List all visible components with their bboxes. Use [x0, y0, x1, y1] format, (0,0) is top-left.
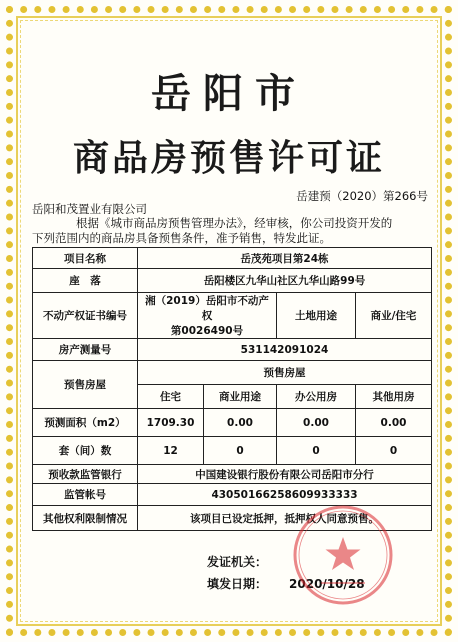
area-other: 0.00: [356, 409, 432, 437]
approval-line-1: 根据《城市商品房预售管理办法》，经审核，你公司投资开发的: [76, 216, 393, 230]
units-label: 套（间）数: [33, 437, 138, 465]
land-use-value: 商业/住宅: [356, 293, 432, 339]
area-commercial: 0.00: [204, 409, 277, 437]
units-commercial: 0: [204, 437, 277, 465]
company-name: 岳阳和茂置业有限公司: [32, 202, 147, 216]
presale-header: 预售房屋: [138, 361, 432, 385]
issuer-label: 发证机关：: [207, 555, 268, 569]
city-title: 岳阳市: [151, 71, 307, 117]
project-name-value: 岳茂苑项目第24栋: [138, 248, 432, 269]
land-use-label: 土地用途: [277, 293, 356, 339]
project-name-label: 项目名称: [33, 248, 138, 269]
table-row: [33, 409, 432, 437]
location-label: 座 落: [33, 269, 138, 293]
account-label: 监管帐号: [33, 484, 138, 506]
survey-number-label: 房产测量号: [33, 339, 138, 361]
issue-date-label: 填发日期：: [207, 577, 268, 591]
cert-number-value: [138, 293, 277, 339]
cert-number-label: 不动产权证书编号: [33, 293, 138, 339]
account-value: 43050166258609933333: [138, 484, 432, 506]
units-other: 0: [356, 437, 432, 465]
official-seal-stamp: [291, 503, 395, 607]
presale-label: 预售房屋: [33, 361, 138, 409]
approval-paragraph: [32, 216, 432, 246]
col-other: 其他用房: [356, 385, 432, 409]
issuing-authority: [207, 553, 267, 570]
table-row: [33, 361, 432, 385]
col-commercial: 商业用途: [204, 385, 277, 409]
survey-number-value: 531142091024: [138, 339, 432, 361]
other-rights-value: 该项目已设定抵押，抵押权人同意预售。: [138, 506, 432, 531]
certificate-title: 商品房预售许可证: [72, 138, 385, 179]
units-residential: 12: [138, 437, 204, 465]
issue-date-value: 2020/10/28: [289, 577, 365, 591]
area-label: 预测面积（m2）: [33, 409, 138, 437]
area-residential: 1709.30: [138, 409, 204, 437]
units-office: 0: [277, 437, 356, 465]
table-row: [33, 465, 432, 484]
bank-label: 预收款监管银行: [33, 465, 138, 484]
table-row: [33, 269, 432, 293]
cert-number-line-1: 湘（2019）岳阳市不动产权: [145, 295, 269, 322]
approval-line-2: 下列范围内的商品房具备预售条件，准予销售，特发此证。: [32, 231, 331, 245]
permit-number: 岳建预（2020）第266号: [296, 189, 428, 203]
table-row: [33, 437, 432, 465]
bank-value: 中国建设银行股份有限公司岳阳市分行: [138, 465, 432, 484]
table-row: [33, 339, 432, 361]
location-value: 岳阳楼区九华山社区九华山路99号: [138, 269, 432, 293]
table-row: [33, 248, 432, 269]
col-office: 办公用房: [277, 385, 356, 409]
table-row: [33, 293, 432, 339]
col-residential: 住宅: [138, 385, 204, 409]
cert-number-line-2: 第0026490号: [170, 325, 244, 337]
other-rights-label: 其他权利限制情况: [33, 506, 138, 531]
area-office: 0.00: [277, 409, 356, 437]
permit-table: [32, 247, 432, 531]
